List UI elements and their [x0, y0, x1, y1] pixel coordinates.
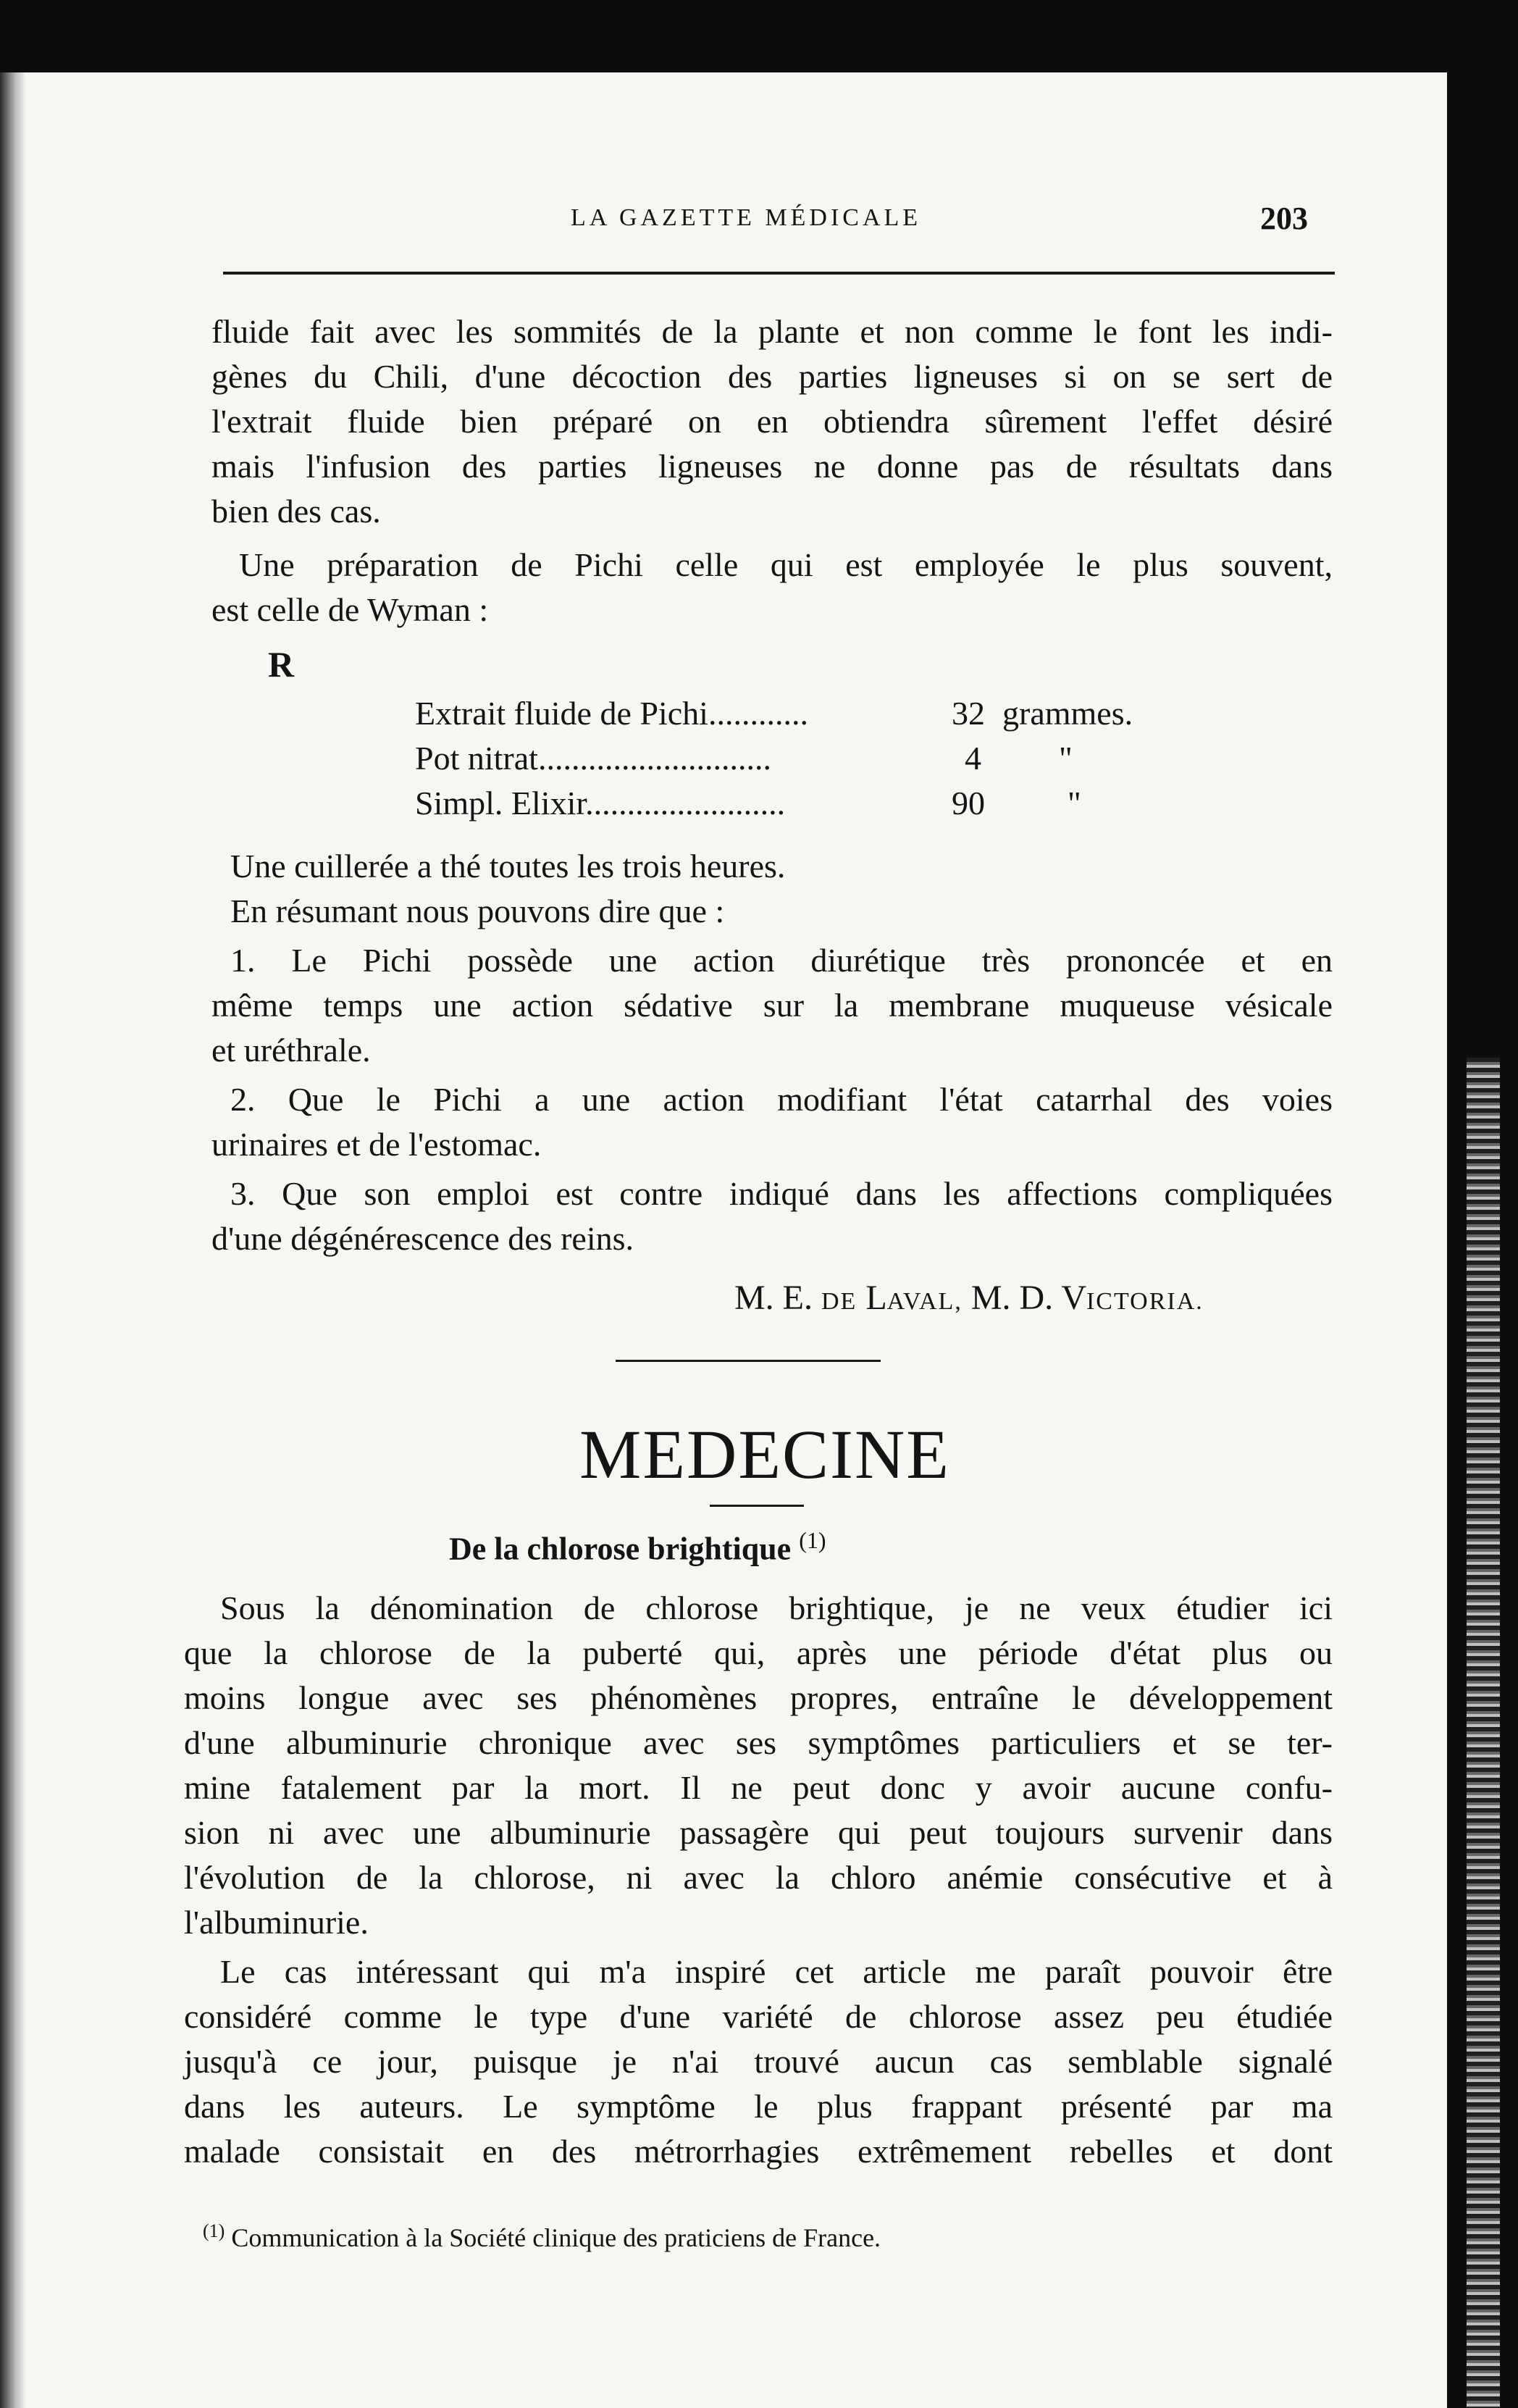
text-line: et uréthrale.: [211, 1032, 371, 1069]
text-line: fluide fait avec les sommités de la plante et non comme le font les indi-: [211, 313, 1333, 350]
signature-surname-initial: L: [865, 1279, 887, 1317]
recipe-quantity: 4: [965, 740, 981, 777]
text-line: d'une dégénérescence des reins.: [211, 1220, 634, 1257]
text-line: l'albuminurie.: [184, 1904, 369, 1941]
recipe-ingredient: Simpl. Elixir........................: [415, 785, 786, 822]
section-title: MEDECINE: [579, 1416, 950, 1493]
separator-rule: [616, 1360, 881, 1362]
footnote: [203, 2220, 881, 2253]
text-line: Une préparation de Pichi celle qui est employée le plus souvent,: [239, 546, 1333, 583]
footnote-text: Communication à la Société clinique des praticiens de France.: [231, 2223, 881, 2252]
text-line: mais l'infusion des parties ligneuses ne donne pas de résultats dans: [211, 448, 1333, 485]
recipe-unit: grammes.: [1002, 695, 1133, 732]
text-line: mine fatalement par la mort. Il ne peut donc y avoir aucune confu-: [184, 1769, 1333, 1806]
text-line: dans les auteurs. Le symptôme le plus frappant présenté par ma: [184, 2088, 1333, 2125]
text-line: En résumant nous pouvons dire que :: [230, 892, 725, 929]
signature-particle: DE: [821, 1288, 857, 1315]
text-line: malade consistait en des métrorrhagies extrêmement rebelles et dont: [184, 2133, 1333, 2170]
page-number: 203: [1260, 201, 1308, 236]
recipe-ingredient: Pot nitrat............................: [415, 740, 771, 777]
text-line: même temps une action sédative sur la membrane muqueuse vésicale: [211, 987, 1333, 1024]
running-head: LA GAZETTE MÉDICALE: [571, 204, 922, 231]
text-line: Une cuillerée a thé toutes les trois heures.: [230, 848, 786, 885]
text-line: que la chlorose de la puberté qui, après une période d'état plus ou: [184, 1634, 1333, 1671]
signature-place-rest: ICTORIA.: [1086, 1288, 1204, 1315]
article-title-text: De la chlorose brightique: [449, 1531, 792, 1567]
signature-degree: M. D.: [970, 1279, 1054, 1317]
recipe-quantity: 90: [952, 785, 985, 822]
section-rule: [710, 1505, 804, 1507]
text-line: 1. Le Pichi possède une action diurétique très prononcée et en: [230, 942, 1333, 979]
signature-initials: M. E.: [734, 1279, 813, 1317]
text-line: Le cas intéressant qui m'a inspiré cet article me paraît pouvoir être: [220, 1953, 1333, 1990]
text-line: l'évolution de la chlorose, ni avec la chloro anémie consécutive et à: [184, 1859, 1333, 1896]
text-line: l'extrait fluide bien préparé on en obtiendra sûrement l'effet désiré: [211, 403, 1333, 440]
signature-place-initial: V: [1061, 1279, 1086, 1317]
text-line: moins longue avec ses phénomènes propres, entraîne le développement: [184, 1679, 1333, 1716]
recipe-unit: ": [1059, 740, 1073, 777]
text-line: urinaires et de l'estomac.: [211, 1126, 542, 1163]
recipe-symbol: R: [268, 644, 295, 685]
article-title: [449, 1527, 826, 1568]
recipe-quantity: 32: [952, 695, 985, 732]
footnote-mark: (1): [203, 2220, 225, 2241]
text-line: Sous la dénomination de chlorose brightique, je ne veux étudier ici: [220, 1589, 1333, 1626]
text-line: gènes du Chili, d'une décoction des parties ligneuses si on se sert de: [211, 358, 1333, 395]
text-line: est celle de Wyman :: [211, 591, 489, 628]
signature: [734, 1278, 1204, 1318]
signature-surname-rest: AVAL,: [886, 1288, 963, 1315]
text-line: 2. Que le Pichi a une action modifiant l'état catarrhal des voies: [230, 1081, 1333, 1118]
text-line: jusqu'à ce jour, puisque je n'ai trouvé aucun cas semblable signalé: [184, 2043, 1333, 2080]
text-line: 3. Que son emploi est contre indiqué dans les affections compliquées: [230, 1175, 1333, 1212]
footnote-reference: (1): [799, 1527, 826, 1553]
recipe-unit: ": [1068, 785, 1081, 822]
text-line: considéré comme le type d'une variété de chlorose assez peu étudiée: [184, 1998, 1333, 2035]
text-line: bien des cas.: [211, 493, 381, 530]
text-line: d'une albuminurie chronique avec ses symptômes particuliers et se ter-: [184, 1724, 1333, 1761]
text-line: sion ni avec une albuminurie passagère qui peut toujours survenir dans: [184, 1814, 1333, 1851]
recipe-ingredient: Extrait fluide de Pichi............: [415, 695, 808, 732]
header-rule: [223, 272, 1335, 275]
